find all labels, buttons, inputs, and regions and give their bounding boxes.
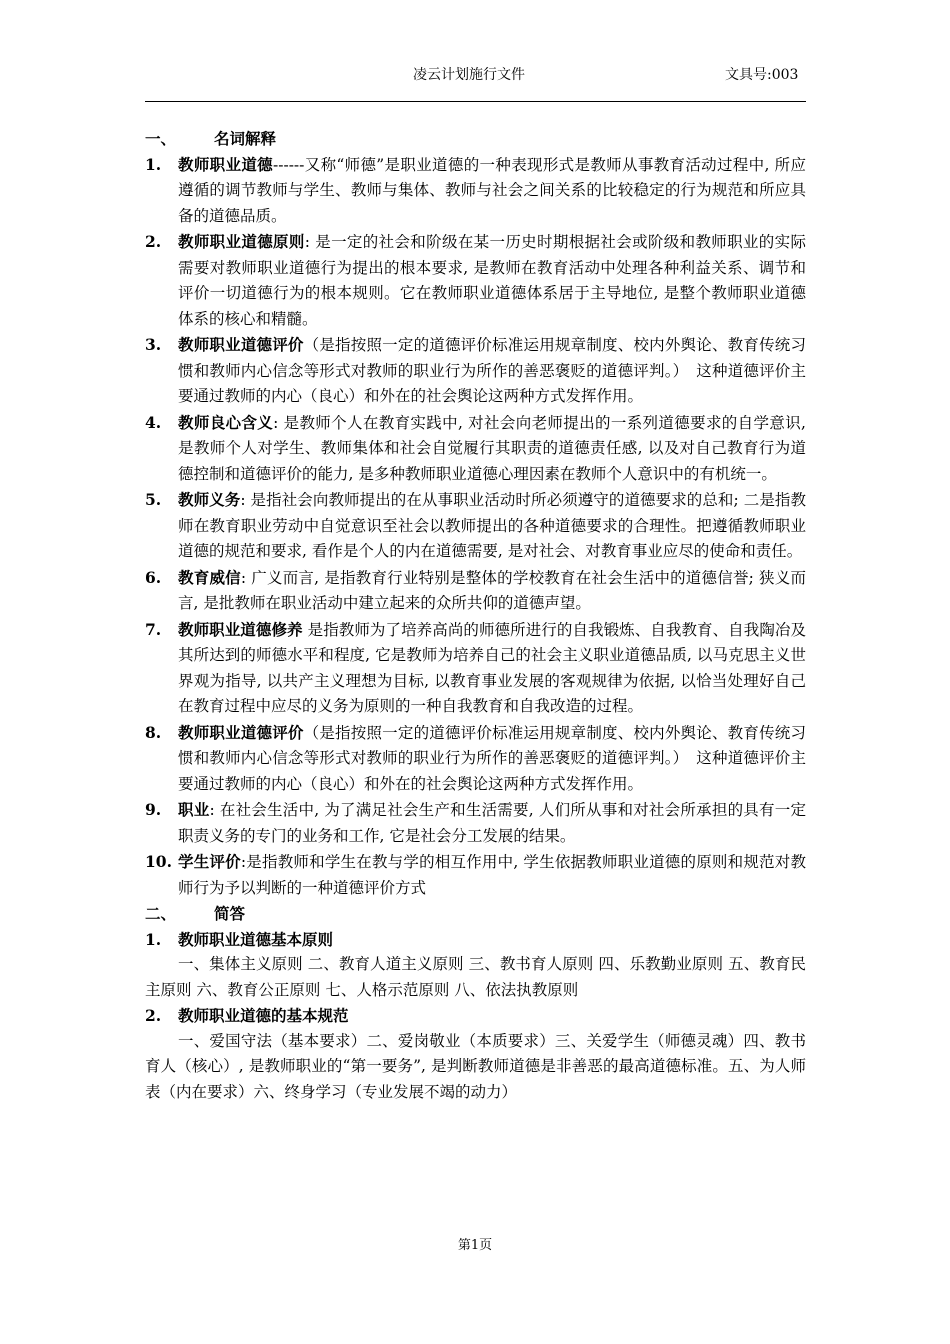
item-text: : 广义而言, 是指教育行业特别是整体的学校教育在社会生活中的道德信誉; 狭义而言, 是批教师在职业活动中建立起来的众所共仰的道德声望。 [178, 568, 806, 612]
item-text: : 是一定的社会和阶级在某一历史时期根据社会或阶级和教师职业的实际需要对教师职业道德行为提出的根本要求, 是教师在教育活动中处理各种利益关系、调节和评价一切道德行为的根本规则。它在教师职业道德体系居于主导地位, 是整个教师职业道德体系的核心和精髓。 [178, 233, 806, 328]
list-item [145, 849, 806, 901]
item-number: 7. [145, 619, 162, 639]
section-number: 二、 [145, 904, 177, 923]
header-doc-number: 文具号:003 [725, 67, 799, 83]
item-text: （是指按照一定的道德评价标准运用规章制度、校内外舆论、教育传统习惯和教师内心信念等形式对教师的职业行为所作的善恶褒贬的道德评判。） 这种道德评价主要通过教师的内心（良心）和外在的社会舆论这两种方式发挥作用。 [178, 336, 806, 405]
list-item [145, 617, 806, 720]
section-title: 名词解释 [214, 129, 277, 148]
item-term: 教师职业道德修养 [178, 619, 303, 639]
item-term: 教师职业道德评价 [178, 335, 304, 354]
item-text: : 在社会生活中, 为了满足社会生产和生活需要, 人们所从事和对社会所承担的具有一定职责义务的专门的业务和工作, 它是社会分工发展的结果。 [178, 801, 806, 845]
list-item [145, 229, 806, 332]
item-number: 9. [145, 800, 162, 819]
item-number: 2. [145, 232, 162, 251]
item-number: 8. [145, 722, 162, 742]
item-term: 职业 [178, 800, 210, 819]
item-text: : 是指社会向教师提出的在从事职业活动时所必须遵守的道德要求的总和; 二是指教师在教育职业劳动中自觉意识至社会以教师提出的各种道德要求的合理性。把遵循教师职业道德的规范和要求, 看作是个人的内在道德需要, 是对社会、对教育事业应尽的使命和责任。 [178, 491, 806, 560]
item-number: 4. [145, 412, 162, 432]
header-divider [145, 101, 806, 102]
item-text: : 是教师个人在教育实践中, 对社会向老师提出的一系列道德要求的自学意识, 是教师个人对学生、教师集体和社会自觉履行其职责的道德责任感, 以及对自己教育行为道德控制和道德评价的能力, 是多种教师职业道德心理因素在教师个人意识中的有机统一。 [178, 413, 806, 483]
list-item [145, 720, 806, 798]
item-number: 6. [145, 567, 162, 587]
item-term: 教师职业道德评价 [178, 722, 304, 742]
item-number: 5. [145, 490, 162, 509]
section-number: 一、 [145, 129, 177, 148]
item-text: （是指按照一定的道德评价标准运用规章制度、校内外舆论、教育传统习惯和教师内心信念等形式对教师的职业行为所作的善恶褒贬的道德评判。） 这种道德评价主要通过教师的内心（良心）和外在的社会舆论这两种方式发挥作用。 [178, 723, 806, 793]
subsection-title: 教师职业道德基本原则 [178, 929, 334, 949]
subsection-number: 1. [145, 929, 162, 949]
subsection-number: 2. [145, 1006, 162, 1025]
section-heading [145, 901, 806, 927]
list-item [145, 152, 806, 230]
item-number: 10. [145, 852, 172, 871]
list-item [145, 332, 806, 410]
list-item [145, 797, 806, 849]
list-item [145, 565, 806, 617]
subsection-paragraph: 一、集体主义原则 二、教育人道主义原则 三、教书育人原则 四、乐教勤业原则 五、教育民主原则 六、教育公正原则 七、人格示范原则 八、依法执教原则 [145, 955, 806, 999]
section-heading [145, 126, 806, 152]
list-item [145, 410, 806, 488]
list-item [145, 487, 806, 565]
subsection-heading [145, 927, 806, 953]
document-body [145, 126, 806, 1105]
item-number: 3. [145, 335, 162, 354]
item-number: 1. [145, 154, 162, 174]
item-term: 教师良心含义 [178, 412, 274, 432]
subsection-paragraph: 一、爱国守法（基本要求）二、爱岗敬业（本质要求）三、关爱学生（师德灵魂）四、教书育人（核心）, 是教师职业的“第一要务”, 是判断教师道德是非善恶的最高道德标准。五、为人师表（内在要求）六、终身学习（专业发展不竭的动力） [145, 1031, 806, 1101]
subsection-heading [145, 1003, 806, 1029]
item-term: 学生评价 [178, 852, 241, 871]
item-text: :是指教师和学生在教与学的相互作用中, 学生依据教师职业道德的原则和规范对教师行为予以判断的一种道德评价方式 [178, 853, 806, 897]
page-number: 第1页 [457, 1238, 493, 1253]
item-term: 教育威信 [178, 567, 241, 587]
item-term: 教师职业道德 [178, 154, 273, 174]
item-term: 教师义务 [178, 490, 241, 509]
section-title: 简答 [214, 904, 246, 923]
item-term: 教师职业道德原则 [178, 232, 305, 251]
item-text: ------又称“师德”是职业道德的一种表现形式是教师从事教育活动过程中, 所应遵循的调节教师与学生、教师与集体、教师与社会之间关系的比较稳定的行为规范和所应具备的道德品质。 [178, 155, 806, 225]
item-text: 是指教师为了培养高尚的师德所进行的自我锻炼、自我教育、自我陶冶及其所达到的师德水平和程度, 它是教师为培养自己的社会主义职业道德品质, 以马克思主义世界观为指导, 以共产主义理想为目标, 以教育事业发展的客观规律为依据, 以恰当处理好自己在教育过程中应尽的义务为原则的一种自我教育和自我改造的过程。 [178, 620, 806, 715]
subsection-title: 教师职业道德的基本规范 [178, 1006, 349, 1025]
header-title: 凌云计划施行文件 [413, 67, 525, 83]
